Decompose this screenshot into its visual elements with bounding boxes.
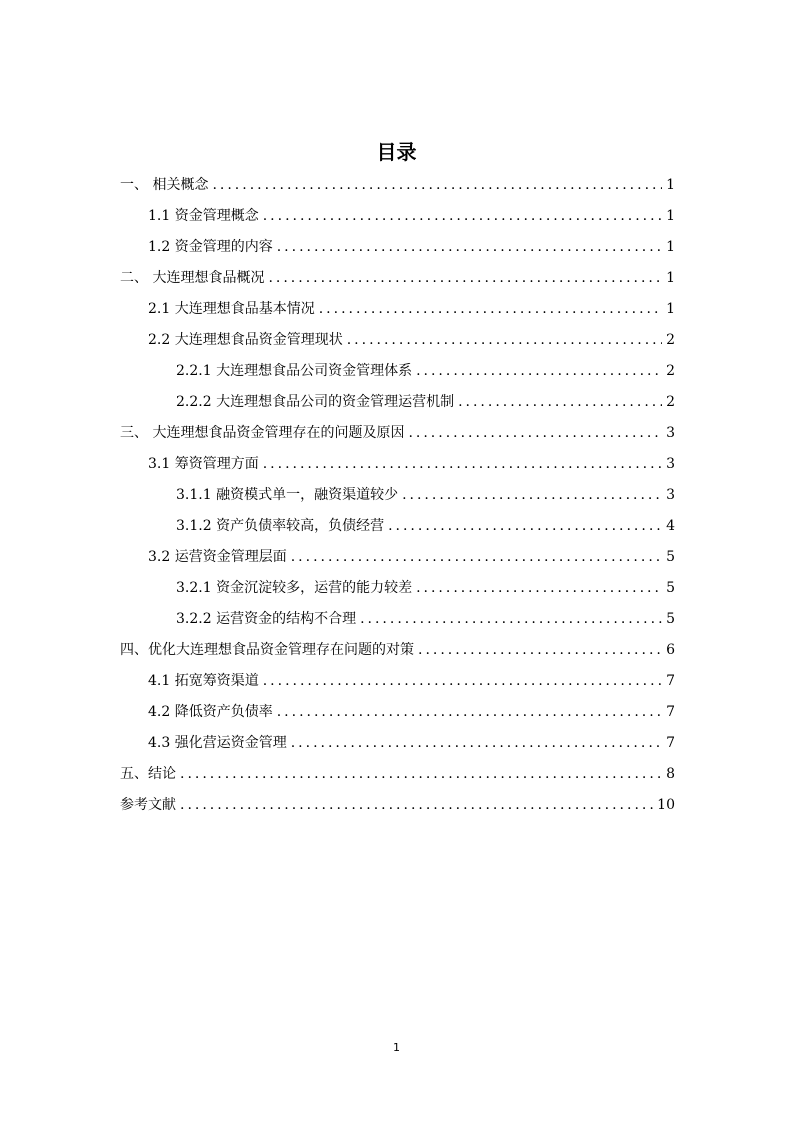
toc-entry-label: 4.2 降低资产负债率 — [148, 704, 273, 720]
toc-dot-leader — [347, 330, 662, 350]
toc-entry[interactable] — [120, 175, 675, 206]
toc-entry[interactable] — [120, 237, 675, 268]
toc-entry[interactable] — [120, 454, 675, 485]
toc-entry[interactable] — [120, 640, 675, 671]
table-of-contents — [120, 175, 675, 826]
toc-dot-leader — [263, 206, 662, 226]
toc-dot-leader — [212, 175, 662, 195]
toc-dot-leader — [319, 299, 662, 319]
toc-entry-page: 5 — [666, 580, 675, 596]
toc-entry[interactable] — [120, 578, 675, 609]
toc-entry-page: 7 — [666, 735, 675, 751]
toc-entry[interactable] — [120, 423, 675, 454]
toc-dot-leader — [277, 702, 662, 722]
toc-entry-page: 1 — [666, 239, 675, 255]
toc-entry-page: 2 — [666, 363, 675, 379]
toc-entry[interactable] — [120, 299, 675, 330]
toc-entry-page: 7 — [666, 704, 675, 720]
toc-dot-leader — [268, 268, 662, 288]
toc-entry-label: 一、 相关概念 — [120, 177, 209, 193]
toc-entry-label: 三、 大连理想食品资金管理存在的问题及原因 — [120, 425, 405, 441]
toc-dot-leader — [360, 609, 662, 629]
toc-entry-page: 7 — [666, 673, 675, 689]
toc-dot-leader — [458, 392, 662, 412]
toc-entry-page: 10 — [657, 797, 675, 813]
toc-entry-label: 3.1 筹资管理方面 — [148, 456, 259, 472]
toc-entry-label: 四、优化大连理想食品资金管理存在问题的对策 — [120, 642, 414, 658]
toc-entry-label: 参考文献 — [120, 797, 176, 813]
toc-entry-label: 1.2 资金管理的内容 — [148, 239, 273, 255]
toc-dot-leader — [263, 454, 662, 474]
toc-entry[interactable] — [120, 547, 675, 578]
toc-entry-page: 5 — [666, 611, 675, 627]
toc-entry[interactable] — [120, 671, 675, 702]
toc-dot-leader — [180, 764, 662, 784]
toc-entry[interactable] — [120, 609, 675, 640]
toc-entry-page: 2 — [666, 332, 675, 348]
toc-entry[interactable] — [120, 206, 675, 237]
toc-entry-page: 6 — [666, 642, 675, 658]
toc-entry-label: 二、 大连理想食品概况 — [120, 270, 265, 286]
toc-entry-page: 1 — [666, 208, 675, 224]
toc-entry[interactable] — [120, 330, 675, 361]
toc-entry[interactable] — [120, 702, 675, 733]
toc-dot-leader — [408, 423, 662, 443]
toc-entry-label: 1.1 资金管理概念 — [148, 208, 259, 224]
toc-entry[interactable] — [120, 361, 675, 392]
toc-entry[interactable] — [120, 733, 675, 764]
toc-entry-page: 3 — [666, 425, 675, 441]
toc-dot-leader — [291, 733, 662, 753]
toc-entry-page: 1 — [666, 301, 675, 317]
toc-dot-leader — [416, 361, 662, 381]
toc-entry-label: 2.2.2 大连理想食品公司的资金管理运营机制 — [176, 394, 455, 410]
toc-entry[interactable] — [120, 516, 675, 547]
toc-entry-label: 3.2.1 资金沉淀较多，运营的能力较差 — [176, 580, 413, 596]
toc-dot-leader — [277, 237, 662, 257]
toc-entry-label: 2.1 大连理想食品基本情况 — [148, 301, 315, 317]
toc-entry-label: 4.1 拓宽筹资渠道 — [148, 673, 259, 689]
toc-dot-leader — [263, 671, 662, 691]
toc-entry-page: 3 — [666, 487, 675, 503]
toc-entry-page: 4 — [666, 518, 675, 534]
toc-entry-label: 五、结论 — [120, 766, 176, 782]
toc-entry-label: 4.3 强化营运资金管理 — [148, 735, 287, 751]
toc-entry[interactable] — [120, 795, 675, 826]
toc-dot-leader — [388, 516, 662, 536]
page-title: 目录 — [376, 140, 417, 164]
toc-entry-page: 8 — [666, 766, 675, 782]
toc-entry-label: 2.2.1 大连理想食品公司资金管理体系 — [176, 363, 413, 379]
toc-entry-label: 3.1.2 资产负债率较高，负债经营 — [176, 518, 385, 534]
toc-entry[interactable] — [120, 764, 675, 795]
toc-dot-leader — [291, 547, 662, 567]
toc-entry[interactable] — [120, 268, 675, 299]
toc-dot-leader — [418, 640, 662, 660]
page-number: 1 — [393, 1041, 400, 1054]
toc-dot-leader — [416, 578, 662, 598]
toc-entry-label: 3.2 运营资金管理层面 — [148, 549, 287, 565]
toc-entry-page: 3 — [666, 456, 675, 472]
toc-entry-label: 3.2.2 运营资金的结构不合理 — [176, 611, 357, 627]
toc-dot-leader — [402, 485, 662, 505]
toc-entry-page: 2 — [666, 394, 675, 410]
toc-dot-leader — [180, 795, 653, 815]
toc-entry-page: 1 — [666, 177, 675, 193]
toc-entry-page: 1 — [666, 270, 675, 286]
toc-entry[interactable] — [120, 485, 675, 516]
toc-entry[interactable] — [120, 392, 675, 423]
toc-entry-label: 3.1.1 融资模式单一，融资渠道较少 — [176, 487, 399, 503]
toc-entry-label: 2.2 大连理想食品资金管理现状 — [148, 332, 343, 348]
toc-entry-page: 5 — [666, 549, 675, 565]
